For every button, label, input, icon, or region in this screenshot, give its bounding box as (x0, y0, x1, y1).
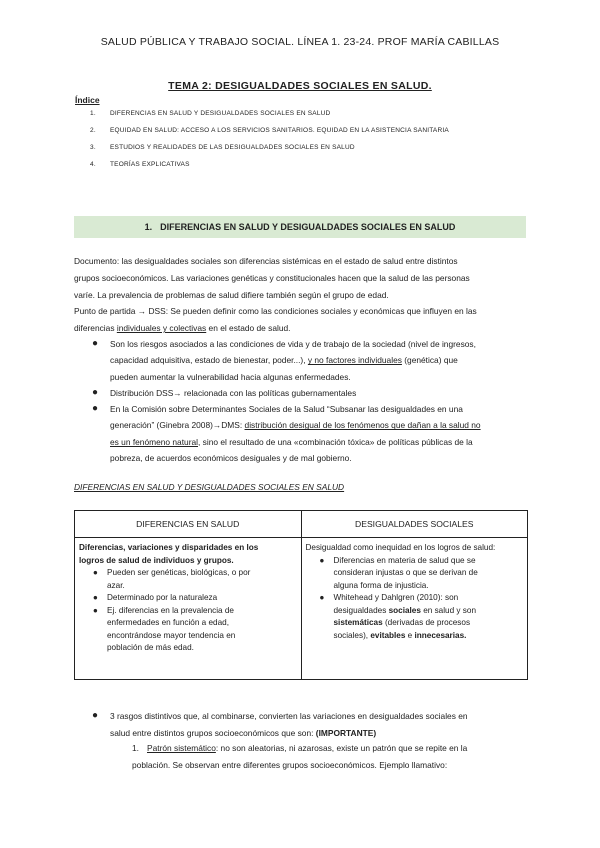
cell-line: Diferencias en materia de salud que se (333, 555, 476, 565)
intro-paragraph (74, 253, 530, 337)
cell-line: alguna forma de injusticia. (333, 580, 429, 590)
table-cell-inequalities (301, 538, 528, 680)
index-item-number: 1. (90, 110, 96, 117)
numbered-line: población. Se observan entre diferentes grupos socioeconómicos. Ejemplo llamativo: (132, 759, 448, 770)
index-item-text: DIFERENCIAS EN SALUD Y DESIGUALDADES SOCIALES EN SALUD (110, 110, 331, 117)
cell-bullet-item (320, 555, 524, 593)
bullet-icon: ● (92, 710, 99, 721)
section-banner (74, 216, 526, 238)
bullet-line: pobreza, de acuerdos económicos desiguales y de mal gobierno. (110, 453, 352, 464)
index-item (90, 127, 449, 144)
bullet-icon: ● (319, 555, 325, 565)
underlined-text: es un fenómeno natural (110, 436, 198, 447)
text-span: capacidad adquisitiva, estado de bienestar, poder...), (110, 355, 308, 366)
cell-line: azar. (107, 580, 125, 590)
text-span: en salud y son (420, 605, 476, 615)
bullet-icon: ● (319, 593, 325, 602)
bullet-line: Son los riesgos asociados a las condiciones de vida y de trabajo de la sociedad (nivel de ingresos, (110, 339, 476, 349)
cell-bullet-item (93, 592, 297, 605)
item-number: 1. (132, 743, 139, 753)
bullet-icon: ● (92, 386, 99, 398)
section-title: DIFERENCIAS EN SALUD Y DESIGUALDADES SOCIALES EN SALUD (160, 222, 456, 232)
bullet-item (92, 336, 528, 385)
cell-bullet-item (93, 605, 297, 655)
cell-line: encontrándose mayor tendencia en (107, 630, 236, 640)
text-span: (derivadas de procesos (382, 618, 471, 627)
index-list (90, 110, 449, 178)
text-span: (genética) que (401, 355, 458, 366)
index-label: Índice (75, 95, 100, 105)
paragraph-line (74, 320, 530, 337)
bold-text: (IMPORTANTE) (315, 727, 377, 738)
cell-line: Ej. diferencias en la prevalencia de (107, 605, 234, 615)
bullet-item (92, 401, 528, 466)
index-item-text: TEORÍAS EXPLICATIVAS (110, 161, 190, 168)
page-title: TEMA 2: DESIGUALDADES SOCIALES EN SALUD. (168, 80, 432, 92)
cell-line: Determinado por la naturaleza (107, 593, 218, 602)
cell-bold-line: logros de salud de individuos y grupos. (79, 555, 234, 565)
bold-text: sistemáticas (333, 618, 383, 627)
paragraph-line: Punto de partida → DSS: Se pueden definir como las condiciones sociales y económicas que influyen en las (74, 306, 477, 317)
index-item (90, 161, 449, 178)
text-span: : no son aleatorias, ni azarosas, existe un patrón que se repite en la (215, 743, 468, 753)
index-item-number: 2. (90, 127, 96, 134)
underlined-text: y no factores individuales (307, 355, 402, 366)
bullet-line (110, 417, 528, 433)
bullet-line: En la Comisión sobre Determinantes Sociales de la Salud “Subsanar las desigualdades en una (110, 404, 463, 415)
bullet-line: pueden aumentar la vulnerabilidad hacia algunas enfermedades. (110, 371, 351, 382)
bullet-icon: ● (92, 338, 99, 349)
cell-line: enfermedades en función a edad, (107, 618, 229, 627)
traits-bullet (92, 708, 528, 741)
bold-text: evitables (370, 630, 406, 640)
table-header-row (75, 511, 528, 538)
index-item (90, 110, 449, 127)
text-span: , sino el resultado de una «combinación tóxica» de políticas públicas de la (198, 436, 473, 447)
bullet-line: Distribución DSS→ relacionada con las políticas gubernamentales (110, 387, 357, 398)
bullet-icon: ● (93, 593, 98, 602)
cell-line: Whitehead y Dahlgren (2010): son (333, 593, 459, 602)
paragraph-line: varíe. La prevalencia de problemas de salud difiere también según el grupo de edad. (74, 289, 389, 300)
paragraph-line: Documento: las desigualdades sociales son diferencias sistémicas en el estado de salud entre distintos (74, 256, 458, 266)
text-span: salud entre distintos grupos socioeconómicos que son: (110, 727, 316, 738)
bullet-line (110, 352, 528, 368)
bullet-icon: ● (93, 568, 98, 577)
bullet-icon: ● (92, 403, 99, 415)
index-item-number: 3. (90, 144, 96, 151)
cell-line: Pueden ser genéticas, biológicas, o por (107, 568, 251, 577)
cell-bullet-item (93, 567, 297, 592)
subsection-heading: DIFERENCIAS EN SALUD Y DESIGUALDADES SOCIALES EN SALUD (74, 482, 345, 492)
index-item-text: ESTUDIOS Y REALIDADES DE LAS DESIGUALDADES SOCIALES EN SALUD (110, 144, 355, 151)
comparison-table (74, 510, 528, 680)
cell-bold-line: Diferencias, variaciones y disparidades en los (79, 543, 259, 552)
paragraph-line: grupos socioeconómicos. Las variaciones genéticas y constitucionales hacen que la salud de las personas (74, 272, 470, 283)
bullet-line (110, 434, 528, 450)
dss-bullet-list (92, 336, 528, 466)
text-span: en el estado de salud. (206, 323, 291, 334)
bold-text: innecesarias. (414, 630, 467, 640)
underlined-text: individuales y colectivas (116, 323, 207, 334)
cell-bullet-list (79, 567, 297, 655)
cell-line: consideran injustas o que se derivan de (333, 568, 478, 577)
cell-bullet-list (306, 555, 524, 643)
table-cell-differences (75, 538, 302, 680)
index-item (90, 144, 449, 161)
index-item-text: EQUIDAD EN SALUD: ACCESO A LOS SERVICIOS SANITARIOS. EQUIDAD EN LA ASISTENCIA SANITARIA (110, 127, 449, 134)
section-number: 1. (144, 222, 153, 232)
underlined-text: distribución desigual de los fenómenos que dañan a la salud no (244, 420, 481, 431)
text-span: generación” (Ginebra 2008)→DMS: (110, 420, 245, 431)
table-row (75, 538, 528, 680)
page-header: SALUD PÚBLICA Y TRABAJO SOCIAL. LÍNEA 1. 23-24. PROF MARÍA CABILLAS (100, 36, 500, 48)
cell-line (334, 617, 524, 630)
numbered-item (132, 740, 528, 773)
cell-bullet-item (320, 592, 524, 642)
cell-line: población de más edad. (107, 643, 194, 652)
numbered-line (132, 740, 528, 757)
cell-line (334, 630, 524, 643)
bullet-icon: ● (93, 605, 98, 615)
bullet-item (92, 385, 528, 401)
bullet-line: 3 rasgos distintivos que, al combinarse, convierten las variaciones en desigualdades sociales en (110, 711, 468, 721)
bullet-item (92, 708, 528, 741)
text-span: sociales), (333, 630, 371, 640)
index-item-number: 4. (90, 161, 96, 168)
bold-text: sociales (388, 605, 421, 615)
table-header-cell: DIFERENCIAS EN SALUD (75, 511, 302, 538)
text-span: e (405, 630, 415, 640)
bullet-line (110, 725, 528, 742)
text-span: desigualdades (333, 605, 389, 615)
cell-line (334, 605, 524, 618)
cell-line: Desigualdad como inequidad en los logros de salud: (305, 543, 496, 552)
underlined-text: Patrón sistemático (147, 743, 216, 753)
text-span: diferencias (74, 323, 117, 334)
table-header-cell: DESIGUALDADES SOCIALES (301, 511, 528, 538)
